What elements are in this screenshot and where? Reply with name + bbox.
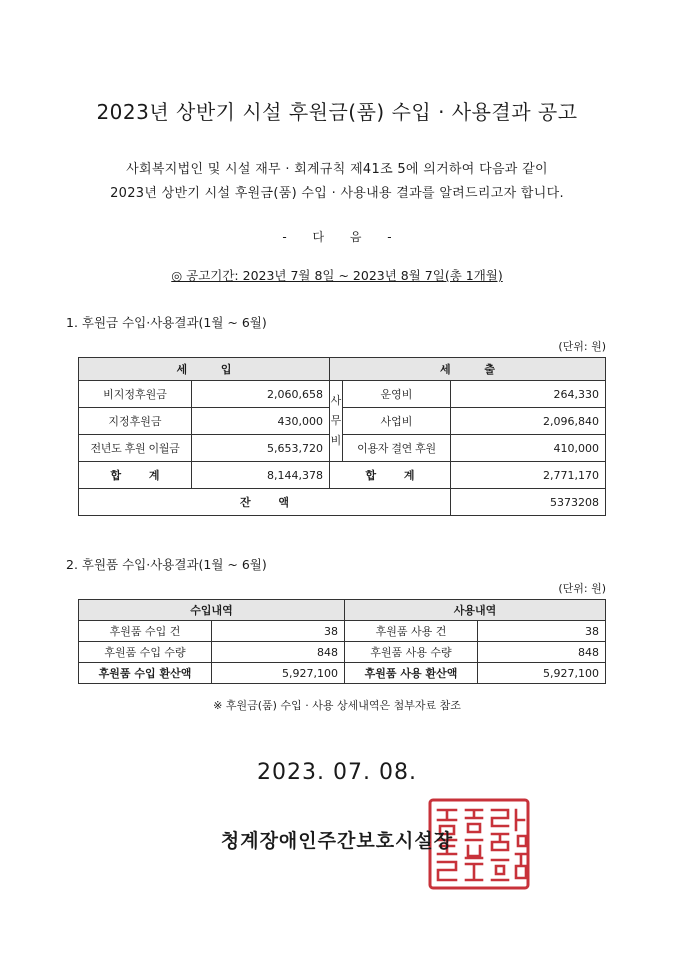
expense-total-label: 합 계 xyxy=(330,462,451,489)
income-total-value: 8,144,378 xyxy=(192,462,330,489)
table-row xyxy=(79,408,606,435)
total-row xyxy=(79,462,606,489)
table-row xyxy=(79,381,606,408)
income-label: 지정후원금 xyxy=(79,408,192,435)
section1-heading: 1. 후원금 수입·사용결과(1월 ~ 6월) xyxy=(66,315,267,330)
income-value: 5,927,100 xyxy=(212,663,345,684)
income-label: 비지정후원금 xyxy=(79,381,192,408)
income-header: 수입내역 xyxy=(79,600,345,621)
expense-total-value: 2,771,170 xyxy=(451,462,606,489)
expense-value: 2,096,840 xyxy=(451,408,606,435)
income-value: 848 xyxy=(212,642,345,663)
income-label: 후원품 수입 건 xyxy=(79,621,212,642)
expense-group-char: 사 xyxy=(330,394,342,407)
dagum-divider: - 다 음 - xyxy=(282,230,392,244)
balance-value: 5373208 xyxy=(451,489,606,516)
table-row xyxy=(79,642,606,663)
usage-header: 사용내역 xyxy=(345,600,606,621)
intro-line-1: 사회복지법인 및 시설 재무 · 회계규칙 제41조 5에 의거하여 다음과 같이 xyxy=(126,162,548,177)
expense-value: 410,000 xyxy=(451,435,606,462)
donation-money-table xyxy=(78,357,606,516)
footnote: ※ 후원금(품) 수입 · 사용 상세내역은 첨부자료 참조 xyxy=(213,699,461,712)
usage-value: 5,927,100 xyxy=(478,663,606,684)
section2-heading: 2. 후원품 수입·사용결과(1월 ~ 6월) xyxy=(66,557,267,572)
income-value: 430,000 xyxy=(192,408,330,435)
income-value: 2,060,658 xyxy=(192,381,330,408)
income-value: 38 xyxy=(212,621,345,642)
income-value: 5,653,720 xyxy=(192,435,330,462)
income-label: 전년도 후원 이월금 xyxy=(79,435,192,462)
usage-value: 848 xyxy=(478,642,606,663)
table-row xyxy=(79,435,606,462)
table-row xyxy=(79,663,606,684)
table-row xyxy=(79,621,606,642)
usage-label: 후원품 사용 수량 xyxy=(345,642,478,663)
income-header: 세 입 xyxy=(79,358,330,381)
expense-label: 운영비 xyxy=(343,381,451,408)
donation-goods-table xyxy=(78,599,606,684)
intro-line-2: 2023년 상반기 시설 후원금(품) 수입 · 사용내용 결과를 알려드리고자 합니다. xyxy=(110,186,564,201)
balance-row xyxy=(79,489,606,516)
expense-group-char: 비 xyxy=(330,434,342,447)
expense-label: 이용자 결연 후원 xyxy=(343,435,451,462)
document-title: 2023년 상반기 시설 후원금(품) 수입 · 사용결과 공고 xyxy=(96,100,578,124)
income-total-label: 합 계 xyxy=(79,462,192,489)
expense-header: 세 출 xyxy=(330,358,606,381)
balance-label: 잔 액 xyxy=(79,489,451,516)
document-date: 2023. 07. 08. xyxy=(257,760,417,785)
usage-label: 후원품 사용 환산액 xyxy=(345,663,478,684)
expense-value: 264,330 xyxy=(451,381,606,408)
organization-name: 청계장애인주간보호시설장 xyxy=(220,830,454,852)
section1-unit: (단위: 원) xyxy=(558,340,606,353)
expense-group-char: 무 xyxy=(330,414,342,427)
expense-label: 사업비 xyxy=(343,408,451,435)
usage-value: 38 xyxy=(478,621,606,642)
income-label: 후원품 수입 환산액 xyxy=(79,663,212,684)
table-header-row xyxy=(79,358,606,381)
expense-group-label xyxy=(330,381,343,462)
table-header-row xyxy=(79,600,606,621)
usage-label: 후원품 사용 건 xyxy=(345,621,478,642)
section2-unit: (단위: 원) xyxy=(558,582,606,595)
income-label: 후원품 수입 수량 xyxy=(79,642,212,663)
notice-period: ◎ 공고기간: 2023년 7월 8일 ~ 2023년 8월 7일(총 1개월) xyxy=(171,268,503,283)
